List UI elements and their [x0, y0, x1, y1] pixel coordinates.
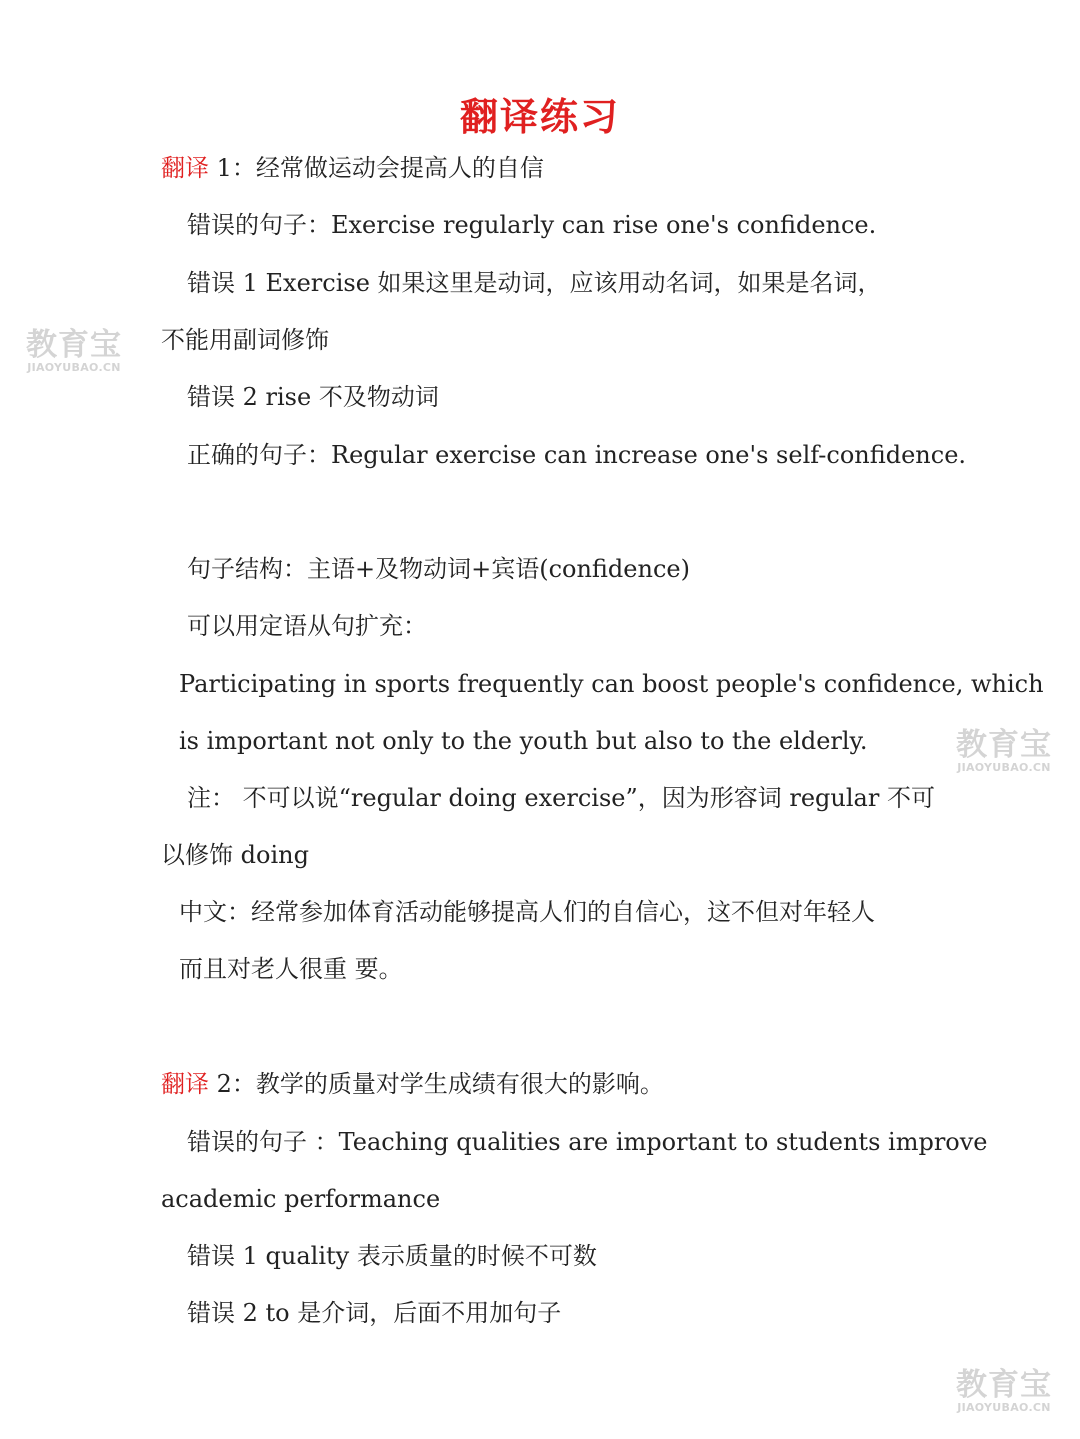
watermark-logo-domain: JIAOYUBAO.CN	[957, 761, 1051, 774]
s1-wrong-sentence: 错误的句子：Exercise regularly can rise one's confidence.	[187, 211, 877, 239]
section-2-prompt: 2：教学的质量对学生成绩有很大的影响。	[209, 1070, 664, 1098]
s2-wrong-sentence-line-2: academic performance	[161, 1185, 441, 1213]
s1-example-line-2: is important not only to the youth but also to the elderly.	[179, 727, 868, 755]
watermark-logo-text: 教育宝	[956, 1367, 1052, 1403]
watermark-logo-text: 教育宝	[956, 727, 1052, 763]
s2-error-2: 错误 2 to 是介词，后面不用加句子	[187, 1299, 562, 1327]
s1-example-line-1: Participating in sports frequently can boost people's confidence, which	[179, 670, 1044, 698]
watermark-logo	[948, 1368, 1060, 1414]
section-2-label: 翻译	[161, 1070, 209, 1098]
page-title: 翻译练习	[459, 95, 620, 139]
s1-note-line-2: 以修饰 doing	[161, 841, 309, 869]
s2-error-1: 错误 1 quality 表示质量的时候不可数	[187, 1242, 597, 1270]
watermark-logo	[18, 328, 130, 374]
s1-chinese-line-1: 中文：经常参加体育活动能够提高人们的自信心，这不但对年轻人	[179, 898, 875, 926]
watermark-logo-domain: JIAOYUBAO.CN	[27, 361, 121, 374]
s1-error-1-continued: 不能用副词修饰	[161, 326, 329, 354]
s1-error-1: 错误 1 Exercise 如果这里是动词，应该用动名词，如果是名词，	[187, 269, 882, 297]
s1-expand-label: 可以用定语从句扩充：	[187, 612, 427, 640]
section-1-label: 翻译	[161, 154, 209, 182]
section-1-heading	[161, 153, 544, 183]
section-1-prompt: 1：经常做运动会提高人的自信	[209, 154, 544, 182]
watermark-logo-domain: JIAOYUBAO.CN	[957, 1401, 1051, 1414]
s1-correct-sentence: 正确的句子：Regular exercise can increase one's self-confidence.	[187, 441, 967, 469]
watermark-logo-text: 教育宝	[26, 327, 122, 363]
s1-structure: 句子结构：主语+及物动词+宾语(confidence)	[187, 555, 690, 583]
s1-error-2: 错误 2 rise 不及物动词	[187, 383, 439, 411]
watermark-logo	[948, 728, 1060, 774]
section-2-heading	[161, 1069, 664, 1099]
s1-note-line-1: 注： 不可以说“regular doing exercise”，因为形容词 regular 不可	[187, 784, 935, 812]
s1-chinese-line-2: 而且对老人很重 要。	[179, 955, 403, 983]
s2-wrong-sentence-line-1: 错误的句子 ：Teaching qualities are important to students improve	[187, 1128, 988, 1156]
